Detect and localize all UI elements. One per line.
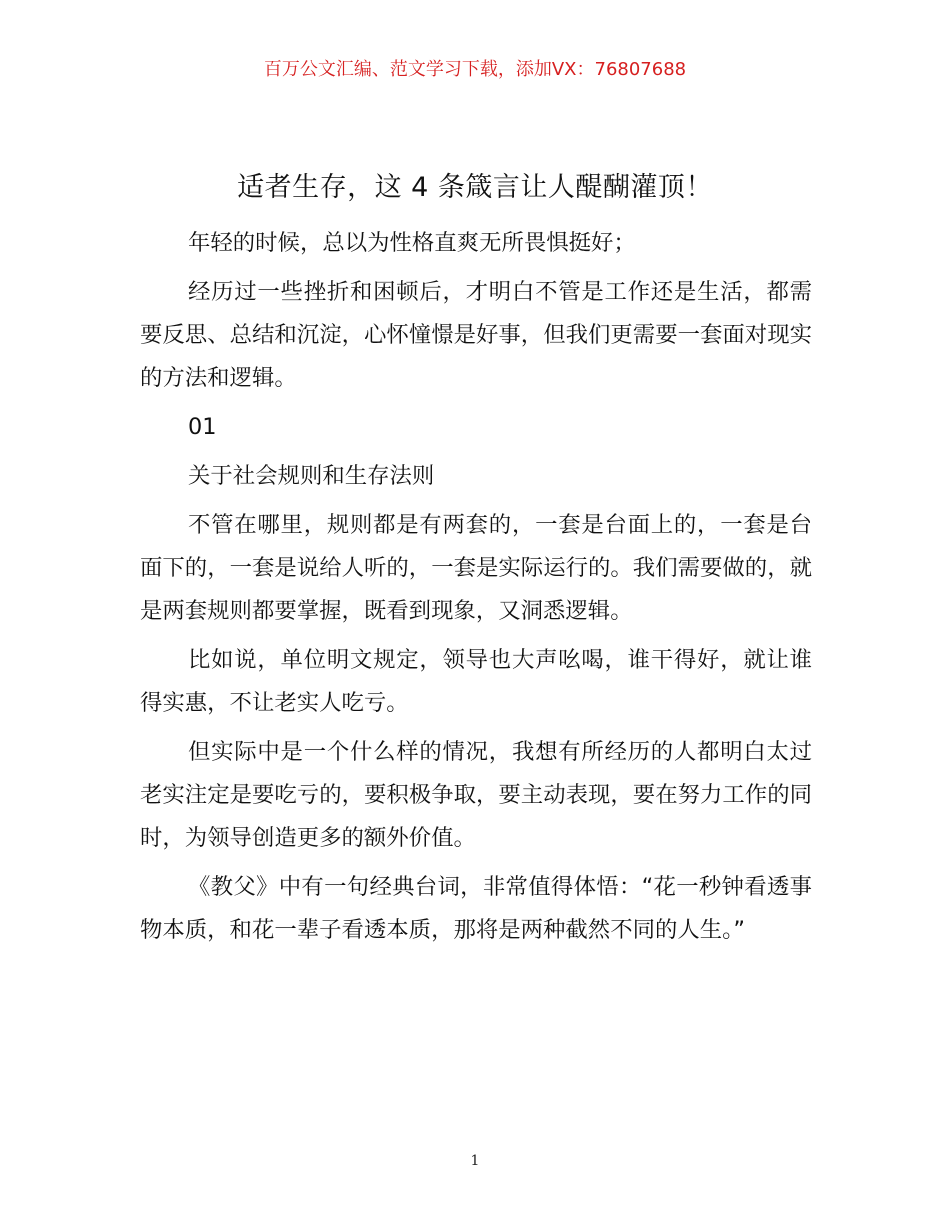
section-number: 01: [188, 414, 217, 440]
paragraph-1: 年轻的时候，总以为性格直爽无所畏惧挺好；: [188, 230, 636, 256]
paragraph-4: 比如说，单位明文规定，领导也大声吆喝，谁干得好，就让谁得实惠，不让老实人吃亏。: [140, 647, 812, 716]
section-heading: 关于社会规则和生存法则: [188, 463, 435, 489]
paragraph-5: 但实际中是一个什么样的情况，我想有所经历的人都明白太过老实注定是要吃亏的，要积极争取，要主动表现，要在努力工作的同时，为领导创造更多的额外价值。: [140, 739, 812, 851]
document-title: 适者生存，这 4 条箴言让人醍醐灌顶！: [237, 172, 713, 203]
paragraph-6: 《教父》中有一句经典台词，非常值得体悟：“花一秒钟看透事物本质，和花一辈子看透本质，那将是两种截然不同的人生。”: [140, 874, 812, 943]
paragraph-3: 不管在哪里，规则都是有两套的，一套是台面上的，一套是台面下的，一套是说给人听的，一套是实际运行的。我们需要做的，就是两套规则都要掌握，既看到现象，又洞悉逻辑。: [140, 512, 812, 624]
document-body: [140, 222, 812, 958]
paragraph-2: 经历过一些挫折和困顿后，才明白不管是工作还是生活，都需要反思、总结和沉淀，心怀憧憬是好事，但我们更需要一套面对现实的方法和逻辑。: [140, 279, 812, 391]
promo-header: 百万公文汇编、范文学习下载，添加VX：76807688: [263, 59, 687, 80]
page-number: 1: [470, 1153, 480, 1169]
